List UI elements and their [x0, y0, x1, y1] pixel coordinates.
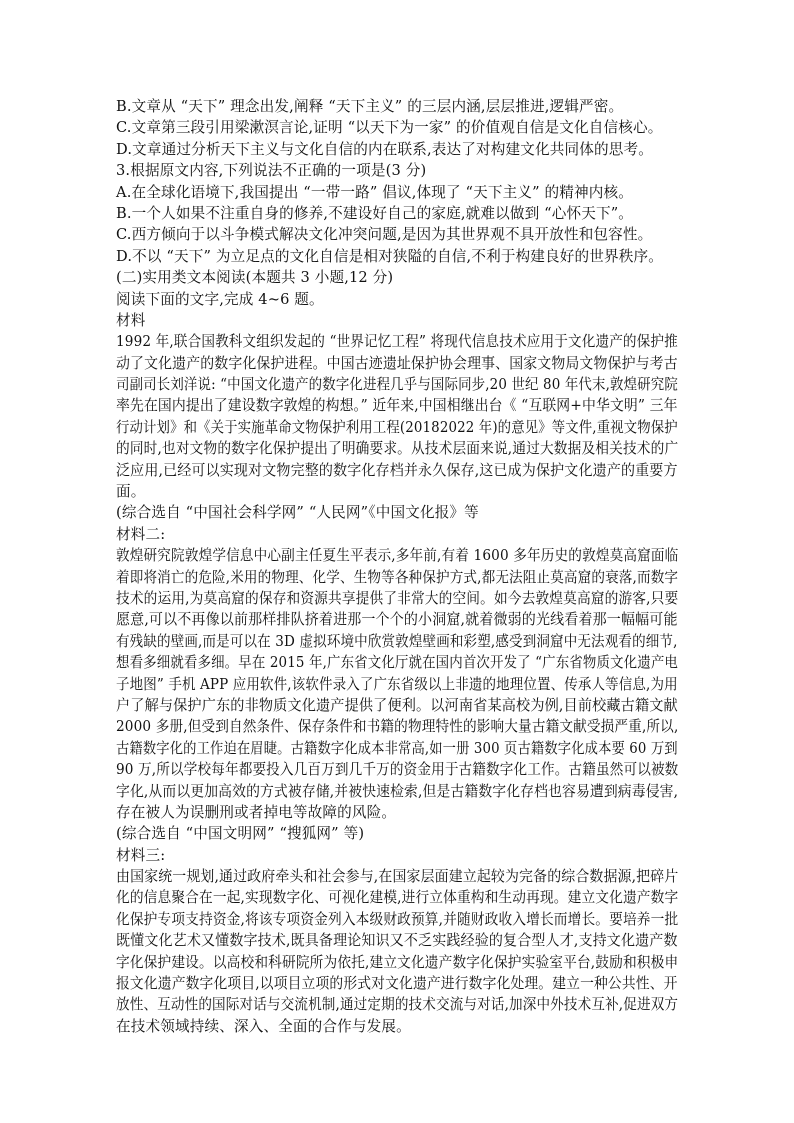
- material2-line: 古籍数字化的工作迫在眉睫。古籍数字化成本非常高,如一册 300 页古籍数字化成本要 60 万到: [116, 739, 678, 757]
- material3-line: 化保护专项支持资金,将该专项资金列入本级财政预算,并随财政收入增长而增长。要培养一批: [116, 910, 679, 928]
- material2-line: 想看多细就看多细。早在 2015 年,广东省文化厅就在国内首次开发了 “广东省物质文化遗产电: [116, 654, 679, 672]
- material3-line: 由国家统一规划,通过政府牵头和社会参与,在国家层面建立起较为完备的综合数据源,把碎片: [116, 868, 679, 886]
- material3-line: 放性、互动性的国际对话与交流机制,通过定期的技术交流与对话,加深中外技术互补,促进双方: [116, 996, 679, 1014]
- material2-line: 技术的运用,为莫高窟的保存和资源共享提供了非常大的空间。如今去敦煌莫高窟的游客,只要: [116, 589, 679, 607]
- material2-line: 2000 多册,但受到自然条件、保存条件和书籍的物理特性的影响大量古籍文献受损严重,所以,: [116, 718, 679, 736]
- material2-line: 有残缺的壁画,而是可以在 3D 虚拟环境中欣赏敦煌壁画和彩塑,感受到洞窟中无法观看的细节,: [116, 632, 678, 650]
- material2-source: (综合选自 “中国文明网” “搜狐网” 等): [116, 825, 365, 843]
- section2-header: [116, 267, 678, 310]
- material2: [116, 524, 678, 845]
- material2-line: 愿意,可以不再像以前那样排队挤着进那一个个的小洞窟,就着微弱的光线看着那一幅幅可能: [116, 611, 678, 629]
- material1-line: 面。: [116, 483, 146, 501]
- section2-heading: (二)实用类文本阅读(本题共 3 小题,12 分): [116, 269, 394, 287]
- material1-line: 行动计划》和《关于实施革命文物保护利用工程(20182022 年)的意见》等文件,重视文物保护: [116, 418, 678, 436]
- option-b: B.文章从 “天下” 理念出发,阐释 “天下主义” 的三层内涵,层层推进,逻辑严密。: [116, 98, 624, 115]
- material3-line: 报文化遗产数字化项目,以项目立项的形式对文化遗产进行数字化处理。建立一种公共性、开: [116, 975, 678, 993]
- material3-line: 化的信息聚合在一起,实现数字化、可视化建模,进行立体重构和生动再现。建立文化遗产数字: [116, 889, 679, 907]
- material1-line: 司副司长刘洋说: “中国文化遗产的数字化进程几乎与国际同步,20 世纪 80 年代末,敦煌研究院: [116, 376, 678, 394]
- question2-options: [116, 96, 678, 160]
- question3-option-d: D.不以 “天下” 为立足点的文化自信是相对狭隘的自信,不利于构建良好的世界秩序。: [116, 247, 663, 265]
- material1-label: 材料: [116, 311, 146, 329]
- question3-stem: 3.根据原文内容,下列说法不正确的一项是(3 分): [116, 162, 427, 180]
- question3-option-c: C.西方倾向于以斗争模式解决文化冲突问题,是因为其世界观不具开放性和包容性。: [116, 226, 653, 244]
- material1: [116, 310, 678, 524]
- section2-instruction: 阅读下面的文字,完成 4~6 题。: [116, 290, 324, 308]
- material1-source: (综合选自 “中国社会科学网” “人民网”《中国文化报》等: [116, 504, 479, 522]
- material1-line: 率先在国内提出了建设数字敦煌的构想。” 近年来,中国相继出台《 “互联网+中华文明” 三年: [116, 397, 678, 415]
- material2-line: 字化,从而以更加高效的方式被存储,并被快速检索,但是古籍数字化存档也容易遭到病毒侵害,: [116, 782, 679, 800]
- material2-line: 子地图” 手机 APP 应用软件,该软件录入了广东省级以上非遗的地理位置、传承人等信息,为用: [116, 675, 678, 693]
- question3: [116, 160, 678, 267]
- material2-line: 90 万,所以学校每年都要投入几百万到几千万的资金用于古籍数字化工作。古籍虽然可以被数: [116, 761, 679, 779]
- material2-label: 材料二:: [116, 525, 166, 543]
- question3-option-b: B.一个人如果不注重自身的修养,不建设好自己的家庭,就难以做到 “心怀天下”。: [116, 204, 634, 222]
- material1-line: 动了文化遗产的数字化保护进程。中国古迹遗址保护协会理事、国家文物局文物保护与考古: [116, 354, 678, 372]
- material2-line: 存在被人为误删刑或者掉电等故障的风险。: [116, 803, 397, 821]
- material3-label: 材料三:: [116, 846, 166, 864]
- material3-line: 字化保护建设。以高校和科研院所为依托,建立文化遗产数字化保护实验室平台,鼓励和积极申: [116, 953, 679, 971]
- question3-option-a: A.在全球化语境下,我国提出 “一带一路” 倡议,体现了 “天下主义” 的精神内核。: [116, 183, 633, 201]
- option-d: D.文章通过分析天下主义与文化自信的内在联系,表达了对构建文化共同体的思考。: [116, 140, 653, 158]
- option-c: C.文章第三段引用梁漱溟言论,证明 “以天下为一家” 的价值观自信是文化自信核心。: [116, 119, 663, 137]
- material1-line: 1992 年,联合国教科文组织发起的 “世界记忆工程” 将现代信息技术应用于文化遗产的保护推: [116, 333, 678, 351]
- material2-line: 户了解与保护广东的非物质文化遗产提供了便利。以河南省某高校为例,目前校藏古籍文献: [116, 696, 678, 714]
- material3: [116, 845, 678, 1038]
- material3-line: 既懂文化艺术又懂数字技术,既具备理论知识又不乏实践经验的复合型人才,支持文化遗产数: [116, 932, 678, 950]
- material2-line: 敦煌研究院敦煌学信息中心副主任夏生平表示,多年前,有着 1600 多年历史的敦煌莫高窟面临: [116, 547, 679, 565]
- material2-line: 着即将消亡的危险,米用的物理、化学、生物等各种保护方式,都无法阻止莫高窟的衰落,而数字: [116, 568, 679, 586]
- material1-line: 泛应用,已经可以实现对文物完整的数字化存档并永久保存,这已成为保护文化遗产的重要方: [116, 461, 678, 479]
- document-content: [116, 96, 678, 1037]
- material3-line: 在技术领域持续、深入、全面的合作与发展。: [116, 1017, 411, 1035]
- material1-line: 的同时,也对文物的数字化保护提出了明确要求。从技术层面来说,通过大数据及相关技术的广: [116, 440, 679, 458]
